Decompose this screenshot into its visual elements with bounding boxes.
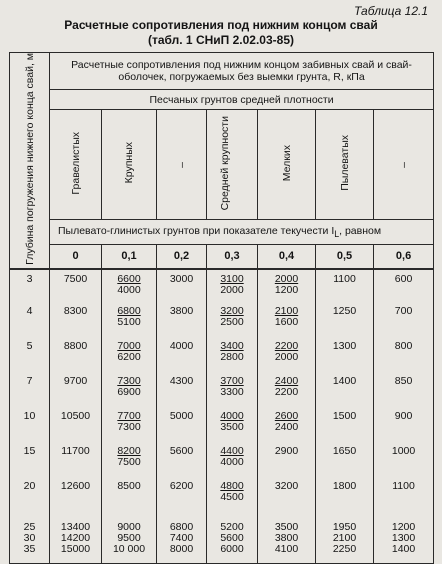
- value-cell: [316, 518, 374, 564]
- value-cell: [316, 407, 374, 442]
- sand-type-gravel: Гравелистых: [50, 110, 102, 220]
- value-text: 6200: [169, 479, 194, 492]
- value-numerator: 7300: [117, 374, 141, 387]
- resistance-table: [9, 52, 434, 564]
- value-text: 7500: [63, 272, 88, 285]
- depth-cell: [10, 407, 50, 442]
- value-text: 13400: [60, 520, 91, 533]
- value-numerator: 6800: [117, 304, 141, 317]
- value-text: 8500: [117, 479, 141, 492]
- value-cell: [102, 302, 157, 337]
- value-numerator: 4800: [220, 479, 244, 492]
- value-text: 4000: [169, 339, 194, 352]
- value-text: 3800: [274, 531, 299, 544]
- value-numerator: 2100: [274, 304, 299, 317]
- table-row: [10, 372, 434, 407]
- sand-type-dash-1: –: [157, 110, 207, 220]
- value-denominator: 1200: [274, 283, 299, 296]
- value-cell: [50, 337, 102, 372]
- value-cell: [50, 442, 102, 477]
- value-cell: [102, 477, 157, 518]
- value-cell: [102, 269, 157, 302]
- value-cell: [207, 337, 258, 372]
- value-cell: [258, 372, 316, 407]
- value-text: 1100: [333, 272, 356, 285]
- value-text: 850: [394, 374, 413, 387]
- value-text: 1250: [332, 304, 357, 317]
- value-text: 900: [394, 409, 413, 422]
- value-text: 5600: [220, 531, 244, 544]
- depth-header: [10, 53, 50, 269]
- value-cell: [374, 442, 434, 477]
- depth-value: 20: [23, 479, 36, 492]
- value-cell: [102, 372, 157, 407]
- table-title: Расчетные сопротивления под нижним концом свай: [64, 18, 378, 32]
- value-text: 1650: [332, 444, 357, 457]
- value-text: 2100: [332, 531, 357, 544]
- sand-type-dash-2: –: [374, 110, 434, 220]
- value-cell: [316, 269, 374, 302]
- value-denominator: 1600: [274, 315, 299, 328]
- value-cell: [102, 407, 157, 442]
- value-cell: [258, 477, 316, 518]
- sand-type-fine: Мелких: [258, 110, 316, 220]
- table-source: (табл. 1 СНиП 2.02.03-85): [147, 33, 294, 47]
- value-text: 9000: [117, 520, 141, 533]
- depth-value: 4: [26, 304, 33, 317]
- value-text: 14200: [60, 531, 91, 544]
- value-text: 1100: [392, 479, 415, 492]
- value-text: 1300: [391, 531, 416, 544]
- index-0-5: 0,5: [316, 244, 374, 268]
- value-text: 4300: [169, 374, 194, 387]
- table-row: [10, 442, 434, 477]
- value-cell: [50, 372, 102, 407]
- value-numerator: 3100: [220, 272, 244, 285]
- value-cell: [50, 302, 102, 337]
- table-row: [10, 337, 434, 372]
- value-denominator: 4500: [220, 490, 244, 503]
- depth-cell: [10, 337, 50, 372]
- value-text: 4100: [274, 542, 299, 555]
- clay-header-sub: L: [334, 228, 340, 239]
- value-text: 3500: [274, 520, 299, 533]
- value-text: 12600: [60, 479, 91, 492]
- value-cell: [207, 372, 258, 407]
- value-cell: [258, 442, 316, 477]
- value-numerator: 6600: [117, 272, 141, 285]
- value-text: 1800: [332, 479, 357, 492]
- value-cell: [374, 518, 434, 564]
- value-cell: [157, 302, 207, 337]
- depth-cell: [10, 302, 50, 337]
- value-cell: [258, 518, 316, 564]
- value-text: 2250: [332, 542, 357, 555]
- value-text: 1300: [332, 339, 357, 352]
- value-numerator: 2400: [274, 374, 299, 387]
- sand-type-silty: Пылеватых: [316, 110, 374, 220]
- depth-cell: [10, 269, 50, 302]
- sand-header: Песчаных грунтов средней плотности: [50, 89, 434, 109]
- value-numerator: 2600: [274, 409, 299, 422]
- value-numerator: 3200: [220, 304, 244, 317]
- value-text: 10500: [60, 409, 91, 422]
- value-cell: [258, 269, 316, 302]
- value-cell: [157, 337, 207, 372]
- value-text: 7400: [169, 531, 194, 544]
- depth-value: 30: [23, 531, 36, 544]
- value-text: 3800: [169, 304, 194, 317]
- value-cell: [102, 337, 157, 372]
- depth-value: 35: [23, 542, 36, 555]
- value-text: 9500: [117, 531, 141, 544]
- value-cell: [316, 442, 374, 477]
- value-cell: [157, 407, 207, 442]
- value-cell: [157, 372, 207, 407]
- value-numerator: 2200: [274, 339, 299, 352]
- value-text: 8000: [169, 542, 194, 555]
- value-text: 5600: [169, 444, 194, 457]
- value-denominator: 2000: [220, 283, 244, 296]
- value-text: 2900: [274, 444, 299, 457]
- value-text: 6800: [169, 520, 194, 533]
- table-row: [10, 518, 434, 564]
- value-cell: [207, 407, 258, 442]
- value-text: 700: [394, 304, 413, 317]
- value-text: 3000: [169, 272, 194, 285]
- table-row: [10, 269, 434, 302]
- value-denominator: 7500: [117, 455, 141, 468]
- value-denominator: 2500: [220, 315, 244, 328]
- value-cell: [207, 477, 258, 518]
- value-cell: [374, 269, 434, 302]
- depth-value: 15: [23, 444, 36, 457]
- table-row: [10, 407, 434, 442]
- value-numerator: 4000: [220, 409, 244, 422]
- value-cell: [374, 407, 434, 442]
- value-denominator: 7300: [117, 420, 141, 433]
- value-text: 3200: [274, 479, 299, 492]
- value-denominator: 3300: [220, 385, 244, 398]
- index-0-6: 0,6: [374, 244, 434, 268]
- value-text: 15000: [60, 542, 91, 555]
- value-denominator: 4000: [220, 455, 244, 468]
- value-cell: [258, 302, 316, 337]
- value-cell: [374, 337, 434, 372]
- value-text: 10 000: [112, 542, 146, 555]
- table-row: [10, 477, 434, 518]
- depth-header-label: Глубина погружения нижнего конца свай, м: [23, 53, 36, 265]
- value-text: 1400: [332, 374, 357, 387]
- value-numerator: 4400: [220, 444, 244, 457]
- value-text: 5000: [169, 409, 194, 422]
- value-numerator: 2000: [274, 272, 299, 285]
- index-0: 0: [50, 244, 102, 268]
- value-denominator: 3500: [220, 420, 244, 433]
- value-numerator: 7700: [117, 409, 141, 422]
- value-denominator: 5100: [117, 315, 141, 328]
- depth-cell: [10, 477, 50, 518]
- value-cell: [157, 442, 207, 477]
- value-cell: [50, 269, 102, 302]
- value-cell: [157, 518, 207, 564]
- value-cell: [157, 477, 207, 518]
- depth-value: 3: [26, 272, 33, 285]
- value-cell: [316, 372, 374, 407]
- sand-type-medium: Средней крупности: [207, 110, 258, 220]
- value-cell: [157, 269, 207, 302]
- value-denominator: 6900: [117, 385, 141, 398]
- value-cell: [50, 518, 102, 564]
- clay-header: Пылевато-глинистых грунтов при показателе текучести $I_L$, равном: [50, 219, 434, 244]
- value-cell: [374, 302, 434, 337]
- value-text: 800: [394, 339, 413, 352]
- value-cell: [207, 518, 258, 564]
- value-text: 6000: [220, 542, 244, 555]
- value-text: 1200: [391, 520, 416, 533]
- value-cell: [102, 518, 157, 564]
- value-numerator: 8200: [117, 444, 141, 457]
- value-denominator: 2800: [220, 350, 244, 363]
- depth-value: 5: [26, 339, 33, 352]
- value-cell: [102, 442, 157, 477]
- value-denominator: 4000: [117, 283, 141, 296]
- value-denominator: 2000: [274, 350, 299, 363]
- value-text: 8300: [63, 304, 88, 317]
- value-cell: [374, 477, 434, 518]
- value-denominator: 2400: [274, 420, 299, 433]
- depth-value: 7: [26, 374, 33, 387]
- value-denominator: 6200: [117, 350, 141, 363]
- value-cell: [316, 302, 374, 337]
- table-body: [10, 269, 434, 564]
- index-0-1: 0,1: [102, 244, 157, 268]
- value-text: 9700: [63, 374, 88, 387]
- value-cell: [258, 407, 316, 442]
- value-text: 1000: [391, 444, 416, 457]
- value-cell: [316, 337, 374, 372]
- value-cell: [374, 372, 434, 407]
- value-numerator: 3700: [220, 374, 244, 387]
- value-text: 8800: [63, 339, 88, 352]
- value-text: 1950: [332, 520, 357, 533]
- table-number: Таблица 12.1: [353, 4, 428, 18]
- index-0-2: 0,2: [157, 244, 207, 268]
- value-cell: [50, 407, 102, 442]
- value-cell: [258, 337, 316, 372]
- depth-value: 10: [23, 409, 36, 422]
- value-cell: [207, 442, 258, 477]
- value-text: 1400: [391, 542, 416, 555]
- value-numerator: 7000: [117, 339, 141, 352]
- value-cell: [50, 477, 102, 518]
- value-text: 5200: [220, 520, 244, 533]
- value-cell: [316, 477, 374, 518]
- value-numerator: 3400: [220, 339, 244, 352]
- depth-cell: [10, 518, 50, 564]
- table-row: [10, 302, 434, 337]
- value-text: 1500: [332, 409, 357, 422]
- value-text: 11700: [61, 444, 90, 457]
- value-denominator: 2200: [274, 385, 299, 398]
- value-text: 600: [394, 272, 413, 285]
- depth-cell: [10, 442, 50, 477]
- value-cell: [207, 269, 258, 302]
- value-cell: [207, 302, 258, 337]
- index-0-4: 0,4: [258, 244, 316, 268]
- depth-cell: [10, 372, 50, 407]
- depth-value: 25: [23, 520, 36, 533]
- index-0-3: 0,3: [207, 244, 258, 268]
- sand-type-coarse: Крупных: [102, 110, 157, 220]
- main-header: Расчетные сопротивления под нижним концом забивных свай и свай-оболочек, погружаемых без выемки грунта, R, кПа: [50, 53, 434, 90]
